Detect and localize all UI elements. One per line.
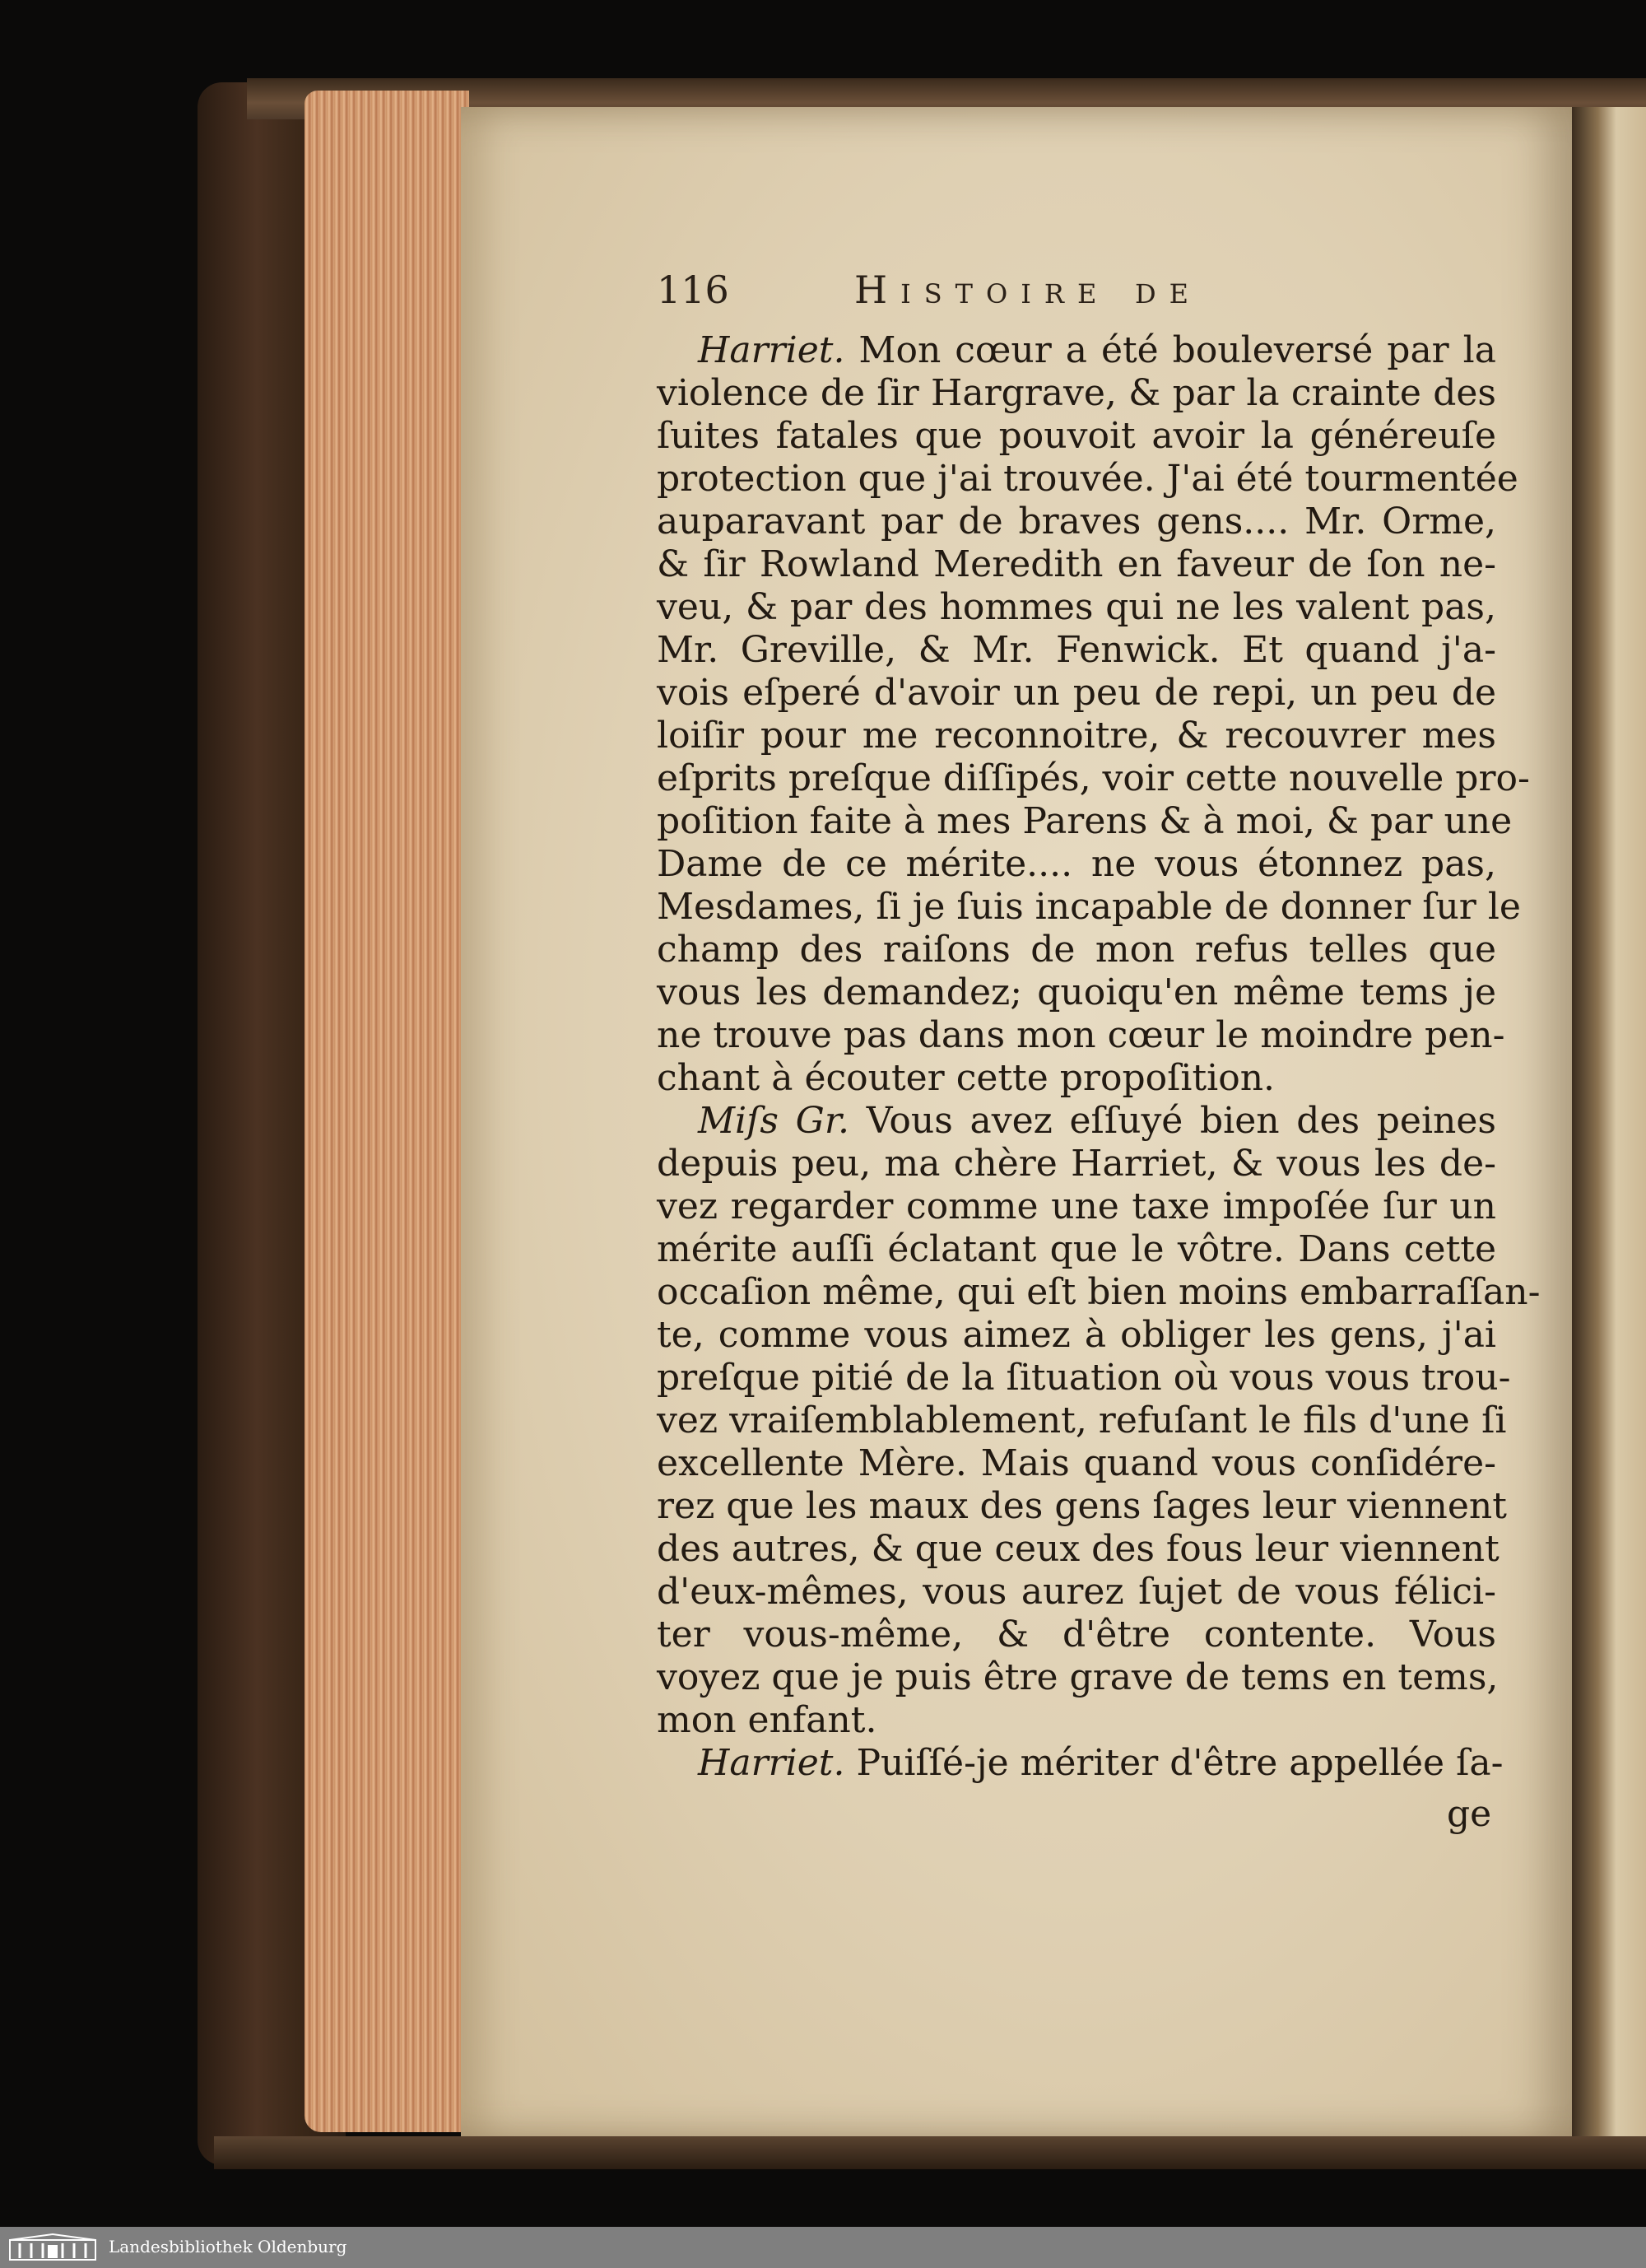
body-text [657, 329, 1541, 1785]
line-text: vous les demandez; quoiqu'en même tems je [657, 971, 1496, 1013]
text-line [657, 1357, 1511, 1399]
text-line [657, 1143, 1496, 1185]
line-text: Dame de ce mérite.... ne vous étonnez pas, [657, 843, 1496, 885]
text-line [657, 1485, 1507, 1528]
text-line [657, 501, 1496, 543]
page-number: 116 [657, 268, 729, 312]
line-text: ter vous-même, & d'être contente. Vous [657, 1614, 1496, 1656]
text-line [657, 757, 1530, 800]
line-text: violence de ſir Hargrave, & par la crainte des [657, 372, 1496, 414]
catchword: ge [1447, 1793, 1492, 1835]
running-head [657, 268, 1381, 317]
line-text: champ des raiſons de mon refus telles que [657, 929, 1496, 971]
text-line [657, 1014, 1505, 1057]
line-text: te, comme vous aimez à obliger les gens, j'ai [657, 1314, 1496, 1356]
line-text: occaſion même, qui eſt bien moins embarraſſan- [657, 1271, 1541, 1313]
line-text: Vous avez eſſuyé bien des peines [866, 1100, 1496, 1142]
text-line [657, 1571, 1496, 1614]
text-line [657, 1528, 1500, 1571]
text-line [657, 1742, 1504, 1785]
text-line [657, 1314, 1496, 1357]
text-line [657, 1185, 1496, 1228]
line-text: Puiſſé-je mériter d'être appellée ſa- [856, 1742, 1504, 1784]
line-text: voyez que je puis être grave de tems en tems, [657, 1656, 1499, 1698]
book-cover-bottom-edge [214, 2136, 1646, 2169]
running-title: Histoire de [854, 268, 1202, 312]
text-line [657, 886, 1521, 929]
text-line [657, 672, 1496, 715]
text-line [657, 1271, 1541, 1314]
page-edges [305, 91, 469, 2132]
speaker-name: Harriet. [698, 1742, 845, 1784]
text-line [657, 1699, 1496, 1742]
line-text: vois eſperé d'avoir un peu de repi, un peu de [657, 672, 1496, 714]
text-line [657, 1228, 1496, 1271]
line-text: ſuites fatales que pouvoit avoir la généreuſe [657, 415, 1496, 457]
line-text: eſprits preſque diſſipés, voir cette nouvelle pro- [657, 757, 1530, 799]
text-line [657, 543, 1496, 586]
line-text: & ſir Rowland Meredith en faveur de ſon ne- [657, 543, 1496, 585]
text-line [657, 1656, 1499, 1699]
line-text: excellente Mère. Mais quand vous conſidére- [657, 1442, 1496, 1484]
line-text: Mesdames, ſi je ſuis incapable de donner ſur le [657, 886, 1521, 928]
line-text: depuis peu, ma chère Harriet, & vous les de- [657, 1143, 1496, 1185]
line-text: d'eux-mêmes, vous aurez ſujet de vous félici- [657, 1571, 1496, 1613]
line-text: veu, & par des hommes qui ne les valent pas, [657, 586, 1496, 628]
text-line [657, 1442, 1496, 1485]
library-building-icon [8, 2233, 97, 2261]
line-text: vez regarder comme une taxe impoſée ſur un [657, 1185, 1496, 1227]
book-gutter [1572, 107, 1646, 2140]
line-text: protection que j'ai trouvée. J'ai été tourmentée [657, 458, 1518, 500]
line-text: Mr. Greville, & Mr. Fenwick. Et quand j'a- [657, 629, 1496, 671]
text-line [657, 929, 1496, 971]
footer-bar [0, 2227, 1646, 2268]
line-text: ne trouve pas dans mon cœur le moindre pen- [657, 1014, 1505, 1056]
text-line [657, 1614, 1496, 1656]
text-line [657, 843, 1496, 886]
text-line [657, 329, 1496, 372]
line-text: mon enfant. [657, 1699, 877, 1741]
line-text: loiſir pour me reconnoitre, & recouvrer mes [657, 715, 1496, 757]
line-text: vez vraiſemblablement, refuſant le fils d'une ſi [657, 1399, 1507, 1441]
text-line [657, 415, 1496, 458]
text-line [657, 1399, 1507, 1442]
speaker-name: Harriet. [698, 329, 845, 371]
line-text: mérite auſſi éclatant que le vôtre. Dans cette [657, 1228, 1496, 1270]
line-text: chant à écouter cette propoſition. [657, 1057, 1276, 1099]
text-line [657, 586, 1496, 629]
text-line [657, 715, 1496, 757]
text-line [657, 971, 1496, 1014]
line-text: poſition faite à mes Parens & à moi, & par une [657, 800, 1513, 842]
text-line [657, 629, 1496, 672]
text-line [657, 1100, 1496, 1143]
line-text: Mon cœur a été bouleversé par la [858, 329, 1496, 371]
line-text: des autres, & que ceux des fous leur viennent [657, 1528, 1500, 1570]
line-text: preſque pitié de la ſituation où vous vous trou- [657, 1357, 1511, 1399]
text-line [657, 1057, 1496, 1100]
text-line [657, 800, 1513, 843]
text-line [657, 372, 1496, 415]
text-line [657, 458, 1518, 501]
speaker-name: Miſs Gr. [698, 1100, 849, 1142]
line-text: rez que les maux des gens ſages leur viennent [657, 1485, 1507, 1527]
library-name: Landesbibliothek Oldenburg [109, 2237, 347, 2256]
line-text: auparavant par de braves gens.... Mr. Orme, [657, 501, 1496, 543]
